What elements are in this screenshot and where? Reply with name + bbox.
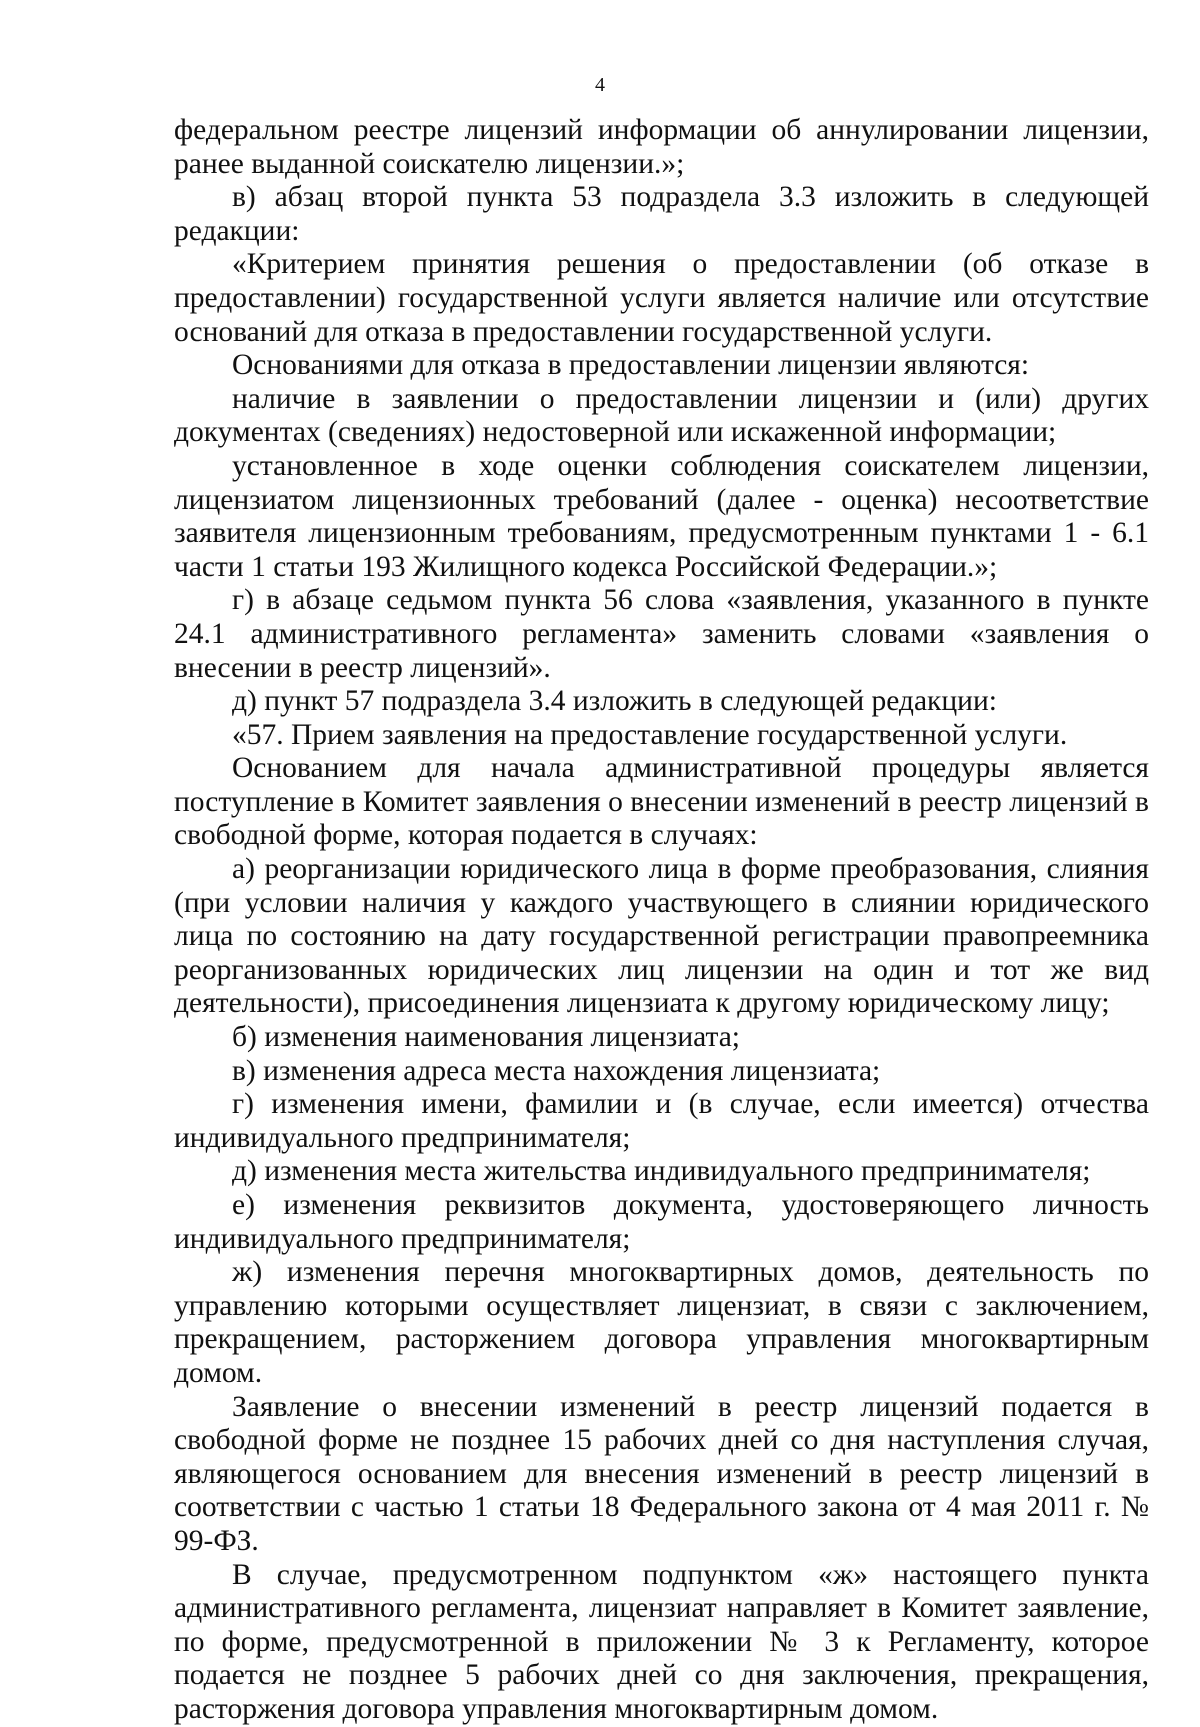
paragraph: Заявление о внесении изменений в реестр лицензий подается в свободной форме не позднее 15 рабочих дней со дня наступления случая, являющегося основанием для внесения изменений в реестр лицензий в соответствии с частью 1 статьи 18 Федерального закона от 4 мая 2011 г. № 99-ФЗ. <box>174 1390 1149 1557</box>
paragraph: в) изменения адреса места нахождения лицензиата; <box>232 1054 881 1087</box>
paragraph: «57. Прием заявления на предоставление государственной услуги. <box>232 718 1068 751</box>
paragraph: установленное в ходе оценки соблюдения соискателем лицензии, лицензиатом лицензионных требований (далее - оценка) несоответствие заявителя лицензионным требованиям, предусмотренным пунктами 1 - 6.1 части 1 статьи 193 Жилищного кодекса Российской Федерации.»; <box>174 449 1149 583</box>
paragraph: Основанием для начала административной процедуры является поступление в Комитет заявления о внесении изменений в реестр лицензий в свободной форме, которая подается в случаях: <box>174 752 1149 852</box>
paragraph: д) пункт 57 подраздела 3.4 изложить в следующей редакции: <box>232 685 997 718</box>
paragraph: е) изменения реквизитов документа, удостоверяющего личность индивидуального предпринимателя; <box>174 1189 1149 1255</box>
paragraph: ж) изменения перечня многоквартирных домов, деятельность по управлению которыми осуществляет лицензиат, в связи с заключением, прекращением, расторжением договора управления многоквартирным домом. <box>174 1256 1149 1389</box>
paragraph: а) реорганизации юридического лица в форме преобразования, слияния (при условии наличия у каждого участвующего в слиянии юридического лица по состоянию на дату государственной регистрации правопреемника реорганизованных юридических лиц лицензии на один и тот же вид деятельности), присоединения лицензиата к другому юридическому лицу; <box>174 853 1149 1020</box>
page-number: 4 <box>595 74 605 96</box>
paragraph: г) изменения имени, фамилии и (в случае, если имеется) отчества индивидуального предпринимателя; <box>174 1088 1149 1154</box>
paragraph: В случае, предусмотренном подпунктом «ж» настоящего пункта административного регламента, лицензиат направляет в Комитет заявление, по форме, предусмотренной в приложении № 3 к Регламенту, которое подается не позднее 5 рабочих дней со дня заключения, прекращения, расторжения договора управления многоквартирным домом. <box>174 1558 1149 1725</box>
paragraph: в) абзац второй пункта 53 подраздела 3.3 изложить в следующей редакции: <box>174 181 1149 247</box>
paragraph: б) изменения наименования лицензиата; <box>232 1021 740 1054</box>
paragraph: Основаниями для отказа в предоставлении лицензии являются: <box>232 349 1030 382</box>
paragraph: федеральном реестре лицензий информации об аннулировании лицензии, ранее выданной соискателю лицензии.»; <box>174 114 1149 180</box>
paragraph: г) в абзаце седьмом пункта 56 слова «заявления, указанного в пункте 24.1 административного регламента» заменить словами «заявления о внесении в реестр лицензий». <box>174 584 1149 684</box>
paragraph: «Критерием принятия решения о предоставлении (об отказе в предоставлении) государственной услуги является наличие или отсутствие оснований для отказа в предоставлении государственной услуги. <box>174 248 1149 348</box>
paragraph: наличие в заявлении о предоставлении лицензии и (или) других документах (сведениях) недостоверной или искаженной информации; <box>174 382 1149 449</box>
paragraph: д) изменения места жительства индивидуального предпринимателя; <box>232 1155 1091 1188</box>
document-body <box>174 114 1149 1727</box>
